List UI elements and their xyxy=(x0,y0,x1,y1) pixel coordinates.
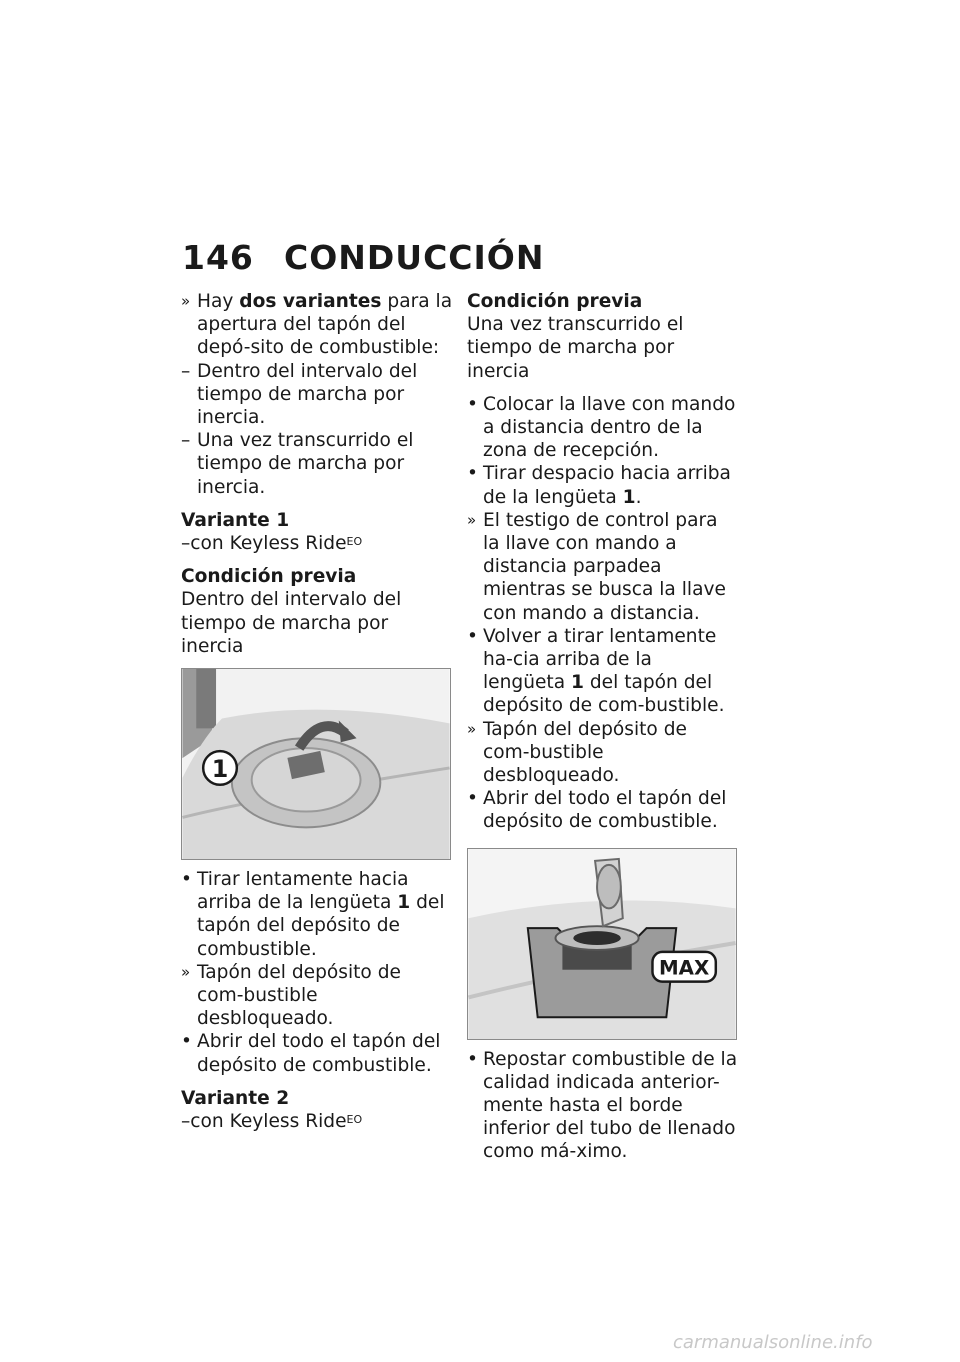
result-marker: » xyxy=(467,510,477,529)
page-header xyxy=(182,238,544,277)
dash-marker: – xyxy=(181,430,191,452)
condition-title: Condición previa xyxy=(181,566,357,588)
fuel-cap-figure xyxy=(181,668,451,860)
fuel-filler-illustration xyxy=(468,849,736,1039)
dash-item-text: Una vez transcurrido el tiempo de marcha por inercia. xyxy=(197,430,414,498)
page-title: CONDUCCIÓN xyxy=(284,238,545,277)
bullet-marker: • xyxy=(467,393,478,415)
step-item: • Colocar la llave con mando a distancia dentro de la zona de recepción. xyxy=(467,393,736,462)
result-marker: » xyxy=(181,962,191,981)
intro-bold-text: dos variantes xyxy=(239,291,382,312)
bullet-marker: • xyxy=(467,625,478,647)
bullet-marker: • xyxy=(467,463,478,485)
step-item: • Repostar combustible de la calidad indicada anterior-mente hasta el borde inferior del tubo de llenado como má-ximo. xyxy=(467,1048,738,1163)
condition-title: Condición previa xyxy=(467,291,643,312)
dash-item-text: Dentro del intervalo del tiempo de marcha por inercia. xyxy=(197,360,418,429)
step-item: • Volver a tirar lentamente ha-cia arriba de la lengüeta 1 del tapón del depósito de com-bustible. xyxy=(467,625,725,717)
page-number: 146 xyxy=(182,238,254,277)
dash-item-1 xyxy=(181,360,453,430)
callout-1-label: 1 xyxy=(211,754,229,783)
watermark: carmanualsonline.info xyxy=(673,1332,873,1353)
step-item: • Tirar lentamente hacia arriba de la lengüeta 1 del tapón del depósito de combustible. xyxy=(181,869,445,960)
variant-2-title: Variante 2 xyxy=(181,1087,290,1109)
left-column xyxy=(181,290,453,1133)
max-level-label: MAX xyxy=(659,956,710,980)
step-item: • Abrir del todo el tapón del depósito de combustible. xyxy=(467,788,727,833)
right-column xyxy=(467,290,739,1164)
bullet-marker: • xyxy=(181,1031,192,1053)
bullet-marker: • xyxy=(467,1048,478,1070)
result-item: » Tapón del depósito de com-bustible desbloqueado. xyxy=(467,718,687,787)
fuel-cap-illustration xyxy=(182,669,450,859)
step-item: • Tirar despacio hacia arriba de la lengüeta 1. xyxy=(467,463,731,508)
step-item: • Abrir del todo el tapón del depósito de combustible. xyxy=(181,1031,441,1076)
bullet-marker: • xyxy=(467,788,478,810)
dash-item-2 xyxy=(181,429,453,499)
fuel-filler-figure xyxy=(467,848,737,1040)
dash-marker: – xyxy=(181,360,191,382)
variant-1-subtitle: –con Keyless Ride$^{EO}$ xyxy=(181,533,363,555)
result-item: » El testigo de control para la llave con mando a distancia parpadea mientras se busca la llave con mando a distancia. xyxy=(467,509,726,624)
result-item: » Tapón del depósito de com-bustible desbloqueado. xyxy=(181,961,401,1030)
result-marker: » xyxy=(467,719,477,738)
intro-result-item xyxy=(181,290,453,360)
intro-text: Hay xyxy=(197,291,240,312)
variant-2-subtitle: –con Keyless Ride$^{EO}$ xyxy=(181,1111,363,1133)
condition-text: Una vez transcurrido el tiempo de marcha por inercia xyxy=(467,314,684,382)
variant-1-title: Variante 1 xyxy=(181,509,290,531)
condition-text: Dentro del intervalo del tiempo de marcha por inercia xyxy=(181,589,402,657)
bullet-marker: • xyxy=(181,869,192,891)
result-marker: » xyxy=(181,292,191,310)
intro-text-end: para la apertura del tapón del depó-sito de combustible: xyxy=(197,291,453,359)
